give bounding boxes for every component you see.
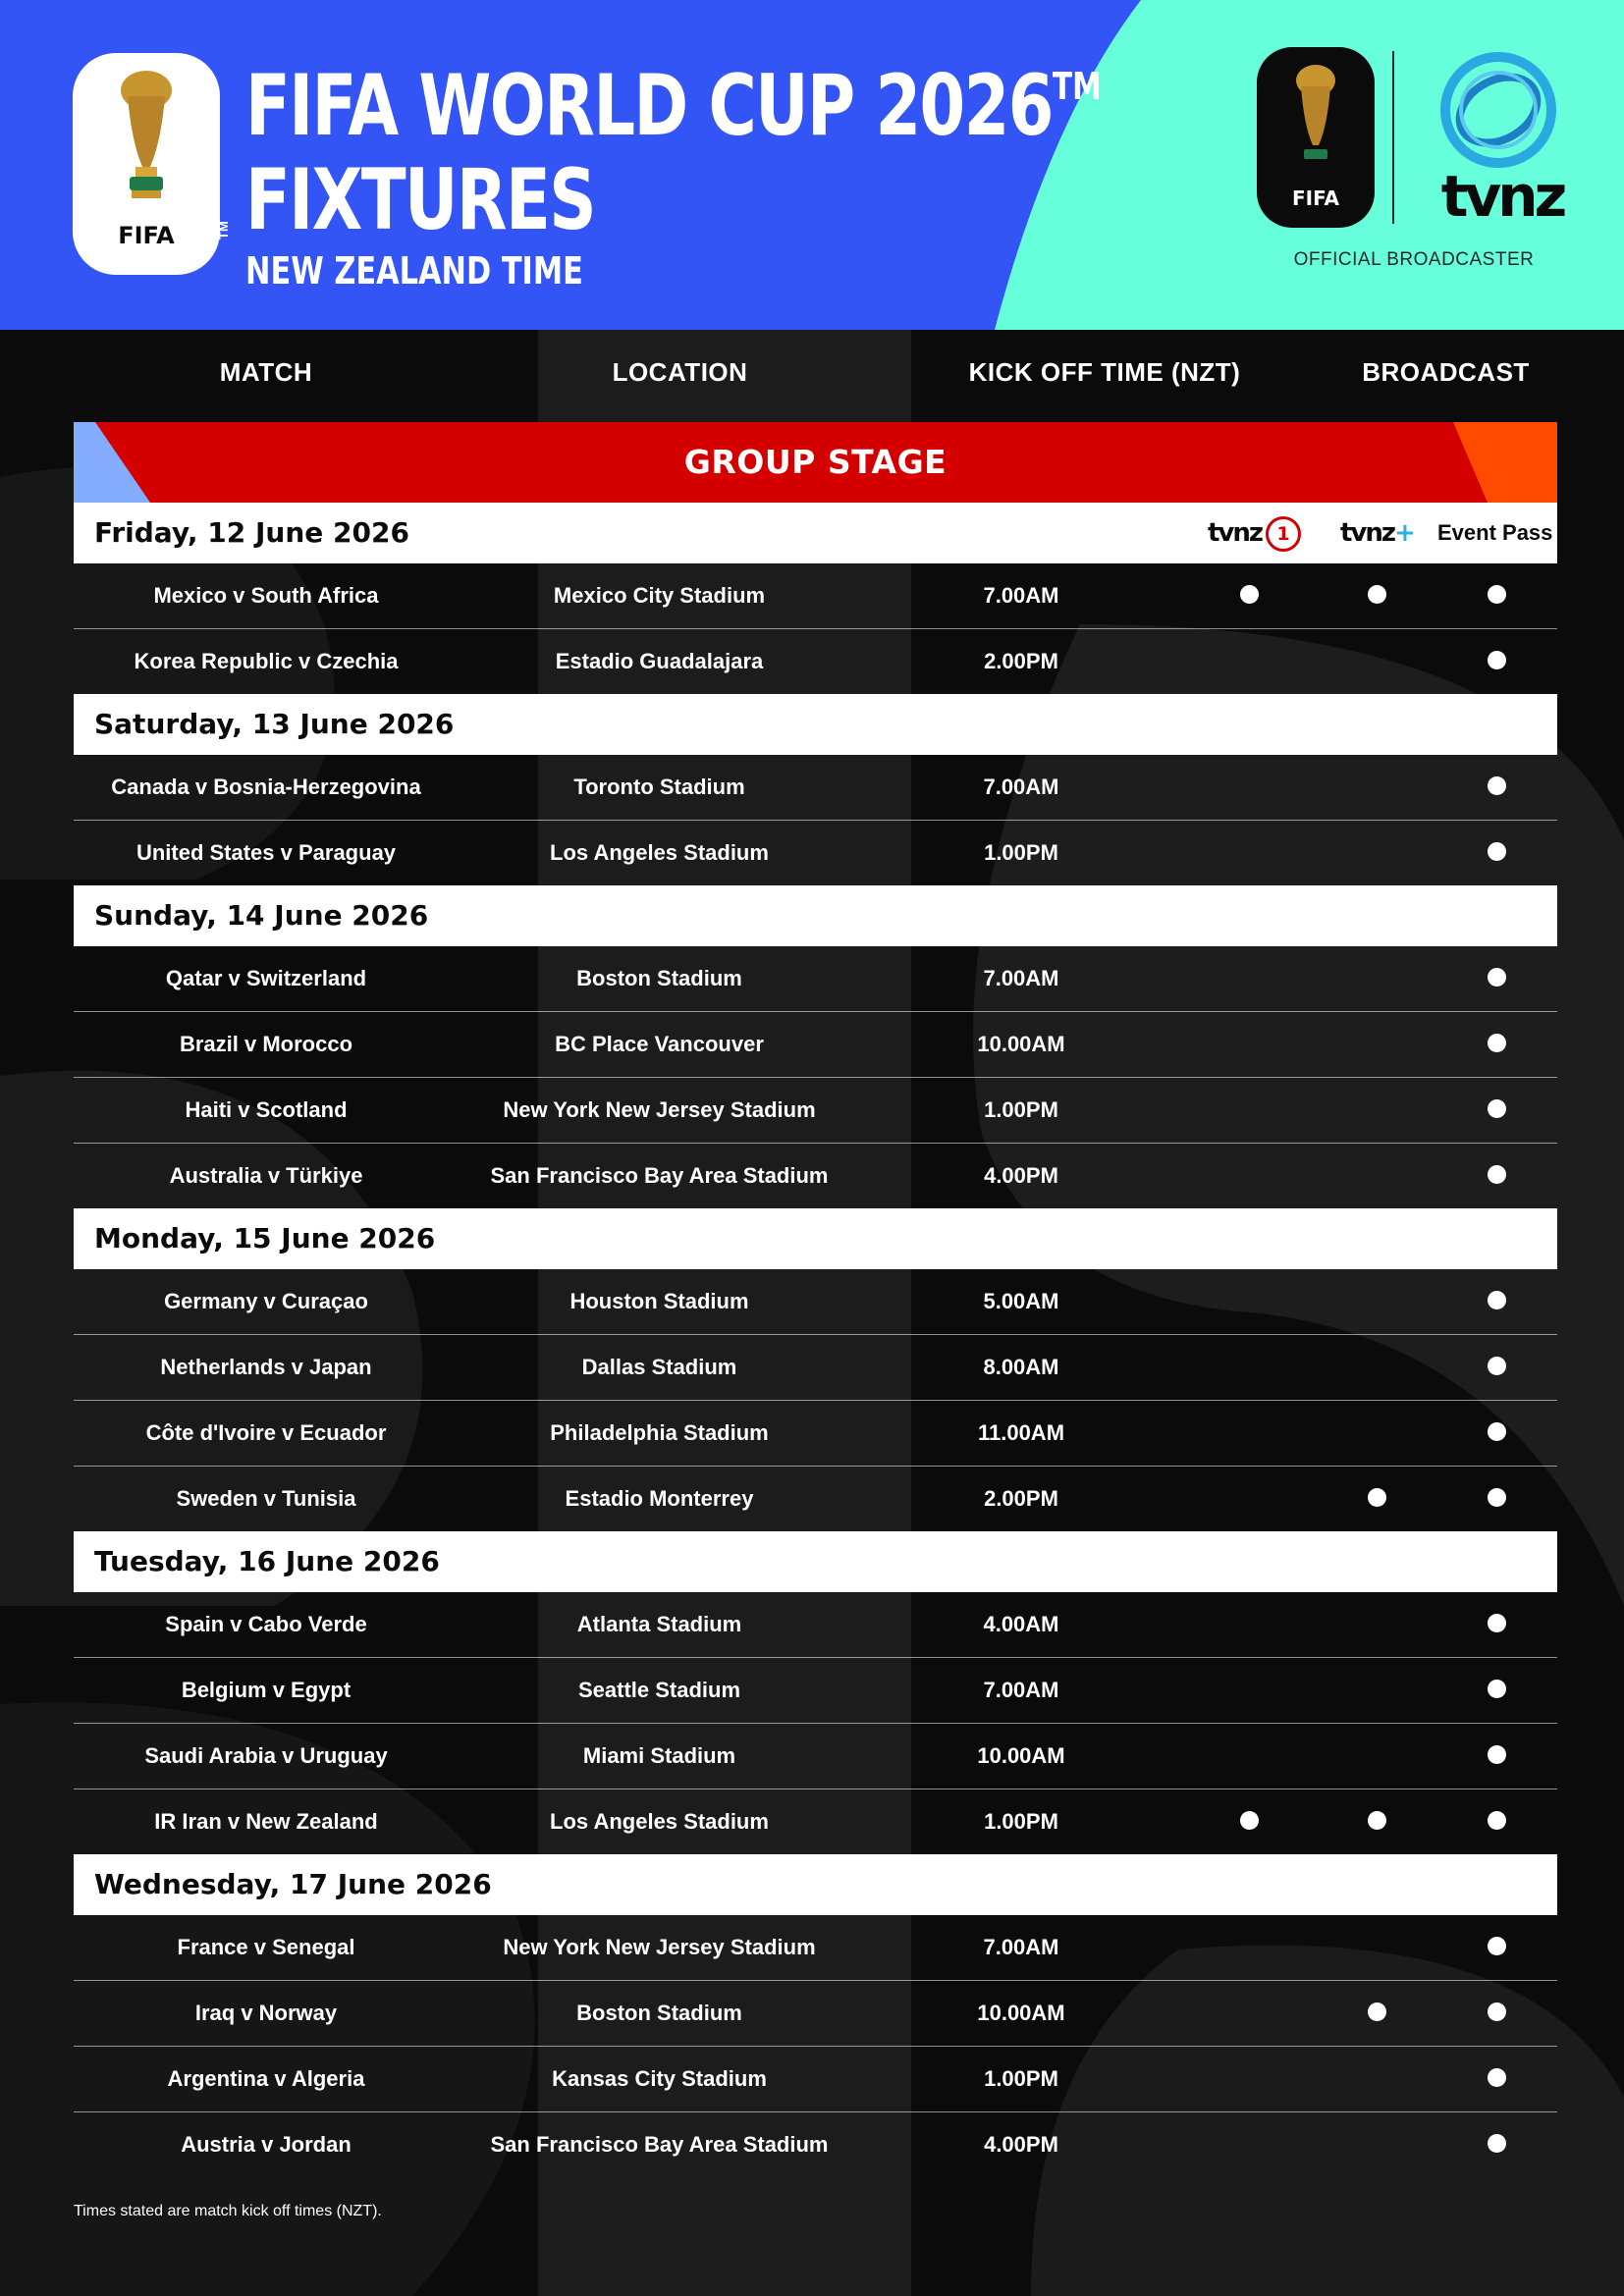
tvnz1-label: tvnz (1208, 518, 1263, 548)
fixture-kickoff-time: 1.00PM (984, 1809, 1058, 1834)
page-subtitle: NEW ZEALAND TIME (245, 249, 583, 293)
fixture-kickoff-time: 5.00AM (983, 1289, 1059, 1313)
event-pass-broadcast-dot (1488, 1811, 1506, 1830)
fixture-kickoff-time: 7.00AM (983, 774, 1059, 799)
event-pass-label: Event Pass (1437, 520, 1553, 545)
event-pass-broadcast-dot (1488, 968, 1506, 987)
fixture-kickoff-time: 10.00AM (977, 2001, 1065, 2025)
fixture-row (74, 1658, 1557, 1724)
fixture-match: Korea Republic v Czechia (134, 649, 399, 673)
fixture-kickoff-time: 4.00PM (984, 2132, 1058, 2157)
fixture-kickoff-time: 4.00PM (984, 1163, 1058, 1188)
date-row (74, 1854, 1557, 1915)
date-label: Saturday, 13 June 2026 (94, 708, 455, 740)
date-row (74, 885, 1557, 946)
fixture-location: Mexico City Stadium (553, 583, 766, 608)
date-label: Wednesday, 17 June 2026 (94, 1868, 492, 1900)
event-pass-broadcast-dot (1488, 1034, 1506, 1052)
fixture-kickoff-time: 2.00PM (984, 649, 1058, 673)
title-trademark: TM (1052, 65, 1102, 108)
event-pass-broadcast-dot (1488, 776, 1506, 795)
fixture-location: Houston Stadium (569, 1289, 749, 1313)
official-broadcaster-caption: OFFICIAL BROADCASTER (1293, 249, 1535, 270)
column-header-kickoff: KICK OFF TIME (NZT) (968, 357, 1241, 387)
fixture-kickoff-time: 7.00AM (983, 1678, 1059, 1702)
fixture-match: Sweden v Tunisia (176, 1486, 356, 1511)
fifa-emblem-label: FIFA (118, 222, 175, 249)
tvnz-ring-icon (1435, 47, 1561, 173)
tvnzplus-broadcast-dot (1368, 1488, 1386, 1507)
fixtures-table (74, 503, 1557, 2177)
fixture-location: Toronto Stadium (573, 774, 745, 799)
date-label: Friday, 12 June 2026 (94, 516, 409, 549)
date-row (74, 503, 1557, 563)
event-pass-broadcast-dot (1488, 2134, 1506, 2153)
fixture-kickoff-time: 8.00AM (983, 1355, 1059, 1379)
fixture-row (74, 2112, 1557, 2177)
date-row (74, 694, 1557, 755)
fixture-kickoff-time: 1.00PM (984, 840, 1058, 865)
tvnz1-broadcast-dot (1240, 1811, 1259, 1830)
date-row (74, 1208, 1557, 1269)
fixture-location: Boston Stadium (576, 2001, 742, 2025)
event-pass-broadcast-dot (1488, 2068, 1506, 2087)
fixture-match: United States v Paraguay (135, 840, 397, 865)
event-pass-broadcast-dot (1488, 1357, 1506, 1375)
fixture-match: Belgium v Egypt (181, 1678, 352, 1702)
fixture-location: Kansas City Stadium (552, 2066, 767, 2091)
title-block (245, 39, 1342, 294)
tvnz1-channel-logo (1208, 503, 1301, 563)
column-header-row (0, 330, 1624, 420)
fixture-row (74, 1724, 1557, 1789)
fixture-match: Brazil v Morocco (179, 1032, 353, 1056)
fixture-location: Miami Stadium (582, 1743, 736, 1768)
event-pass-broadcast-dot (1488, 2002, 1506, 2021)
date-label: Tuesday, 16 June 2026 (94, 1545, 440, 1577)
fixture-row (74, 755, 1557, 821)
fixture-row (74, 1592, 1557, 1658)
fixture-match: Netherlands v Japan (160, 1355, 372, 1379)
fixture-match: Saudi Arabia v Uruguay (144, 1743, 388, 1768)
fixture-row (74, 1012, 1557, 1078)
fixture-location: Boston Stadium (576, 966, 742, 990)
fixture-row (74, 1789, 1557, 1854)
fixture-location: Philadelphia Stadium (550, 1420, 769, 1445)
fixture-kickoff-time: 2.00PM (984, 1486, 1058, 1511)
fixture-kickoff-time: 7.00AM (983, 583, 1059, 608)
column-header-match: MATCH (219, 357, 313, 387)
fixture-row (74, 946, 1557, 1012)
fixture-location: Los Angeles Stadium (550, 840, 769, 865)
emblem-trademark: TM (216, 221, 231, 240)
fixture-kickoff-time: 7.00AM (983, 1935, 1059, 1959)
fixture-location: San Francisco Bay Area Stadium (490, 1163, 829, 1188)
event-pass-broadcast-dot (1488, 1745, 1506, 1764)
tvnz1-number: 1 (1266, 516, 1301, 552)
fixture-kickoff-time: 1.00PM (984, 1097, 1058, 1122)
fixture-match: Australia v Türkiye (169, 1163, 363, 1188)
page-title (245, 39, 1102, 153)
fixture-match: Germany v Curaçao (164, 1289, 368, 1313)
fixture-kickoff-time: 4.00AM (983, 1612, 1059, 1636)
fixture-match: Argentina v Algeria (167, 2066, 365, 2091)
group-stage-banner (74, 422, 1557, 503)
tvnzplus-channel-logo (1340, 503, 1416, 563)
fixture-kickoff-time: 11.00AM (977, 1420, 1065, 1445)
fixture-location: Los Angeles Stadium (550, 1809, 769, 1834)
fixture-match: Haiti v Scotland (185, 1097, 348, 1122)
fixture-location: San Francisco Bay Area Stadium (490, 2132, 829, 2157)
fixture-location: New York New Jersey Stadium (503, 1935, 816, 1959)
fixture-location: Estadio Guadalajara (555, 649, 764, 673)
fixture-row (74, 1981, 1557, 2047)
fixture-row (74, 1467, 1557, 1531)
fixture-location: Estadio Monterrey (565, 1486, 754, 1511)
fixture-row (74, 1915, 1557, 1981)
fixture-row (74, 1144, 1557, 1208)
column-header-broadcast: BROADCAST (1362, 357, 1530, 387)
fixture-kickoff-time: 7.00AM (983, 966, 1059, 990)
event-pass-broadcast-dot (1488, 651, 1506, 669)
group-stage-title: GROUP STAGE (683, 443, 947, 481)
fixture-match: Canada v Bosnia-Herzegovina (111, 774, 421, 799)
fixture-row (74, 1269, 1557, 1335)
fixture-row (74, 1335, 1557, 1401)
date-label: Monday, 15 June 2026 (94, 1222, 436, 1255)
tvnzplus-broadcast-dot (1368, 1811, 1386, 1830)
tvnzplus-broadcast-dot (1368, 585, 1386, 604)
column-header-location: LOCATION (612, 357, 748, 387)
event-pass-broadcast-dot (1488, 1422, 1506, 1441)
fixture-match: Spain v Cabo Verde (165, 1612, 367, 1636)
fixture-location: Seattle Stadium (577, 1678, 741, 1702)
fixture-location: Atlanta Stadium (576, 1612, 742, 1636)
brand-divider (1392, 51, 1394, 224)
fixture-kickoff-time: 1.00PM (984, 2066, 1058, 2091)
fixture-match: Austria v Jordan (181, 2132, 352, 2157)
event-pass-broadcast-dot (1488, 1291, 1506, 1309)
event-pass-broadcast-dot (1488, 842, 1506, 861)
page-header (0, 0, 1624, 330)
event-pass-broadcast-dot (1488, 1937, 1506, 1955)
fixture-match: France v Senegal (177, 1935, 355, 1959)
fixture-row (74, 2047, 1557, 2112)
fixture-kickoff-time: 10.00AM (977, 1743, 1065, 1768)
fixture-location: Dallas Stadium (581, 1355, 737, 1379)
fixture-kickoff-time: 10.00AM (977, 1032, 1065, 1056)
fixture-match: IR Iran v New Zealand (154, 1809, 378, 1834)
date-row (74, 1531, 1557, 1592)
fixture-location: New York New Jersey Stadium (503, 1097, 816, 1122)
fixture-row (74, 1401, 1557, 1467)
brand-fifa-label: FIFA (1292, 187, 1339, 210)
tvnz1-broadcast-dot (1240, 585, 1259, 604)
fixture-row (74, 629, 1557, 694)
event-pass-broadcast-dot (1488, 585, 1506, 604)
tvnzplus-broadcast-dot (1368, 2002, 1386, 2021)
event-pass-broadcast-dot (1488, 1680, 1506, 1698)
fixture-row (74, 563, 1557, 629)
fixture-match: Iraq v Norway (194, 2001, 338, 2025)
tvnzplus-label: tvnz (1340, 518, 1395, 548)
fixture-row (74, 1078, 1557, 1144)
tvnzplus-mark: + (1394, 518, 1416, 548)
title-text: FIFA WORLD CUP 2026 (245, 57, 1053, 155)
date-label: Sunday, 14 June 2026 (94, 899, 429, 932)
event-pass-broadcast-dot (1488, 1488, 1506, 1507)
footnote: Times stated are match kick off times (NZT). (74, 2203, 382, 2219)
broadcaster-branding (1257, 47, 1571, 283)
event-pass-broadcast-dot (1488, 1099, 1506, 1118)
fixture-location: BC Place Vancouver (555, 1032, 764, 1056)
event-pass-broadcast-dot (1488, 1614, 1506, 1632)
fixture-match: Côte d'Ivoire v Ecuador (145, 1420, 387, 1445)
event-pass-broadcast-dot (1488, 1165, 1506, 1184)
tvnz-logo-text: tvnz (1440, 163, 1564, 230)
fixture-match: Mexico v South Africa (153, 583, 379, 608)
fixture-row (74, 821, 1557, 885)
page-title-line2: FIXTURES (245, 151, 596, 249)
fixture-match: Qatar v Switzerland (165, 966, 367, 990)
